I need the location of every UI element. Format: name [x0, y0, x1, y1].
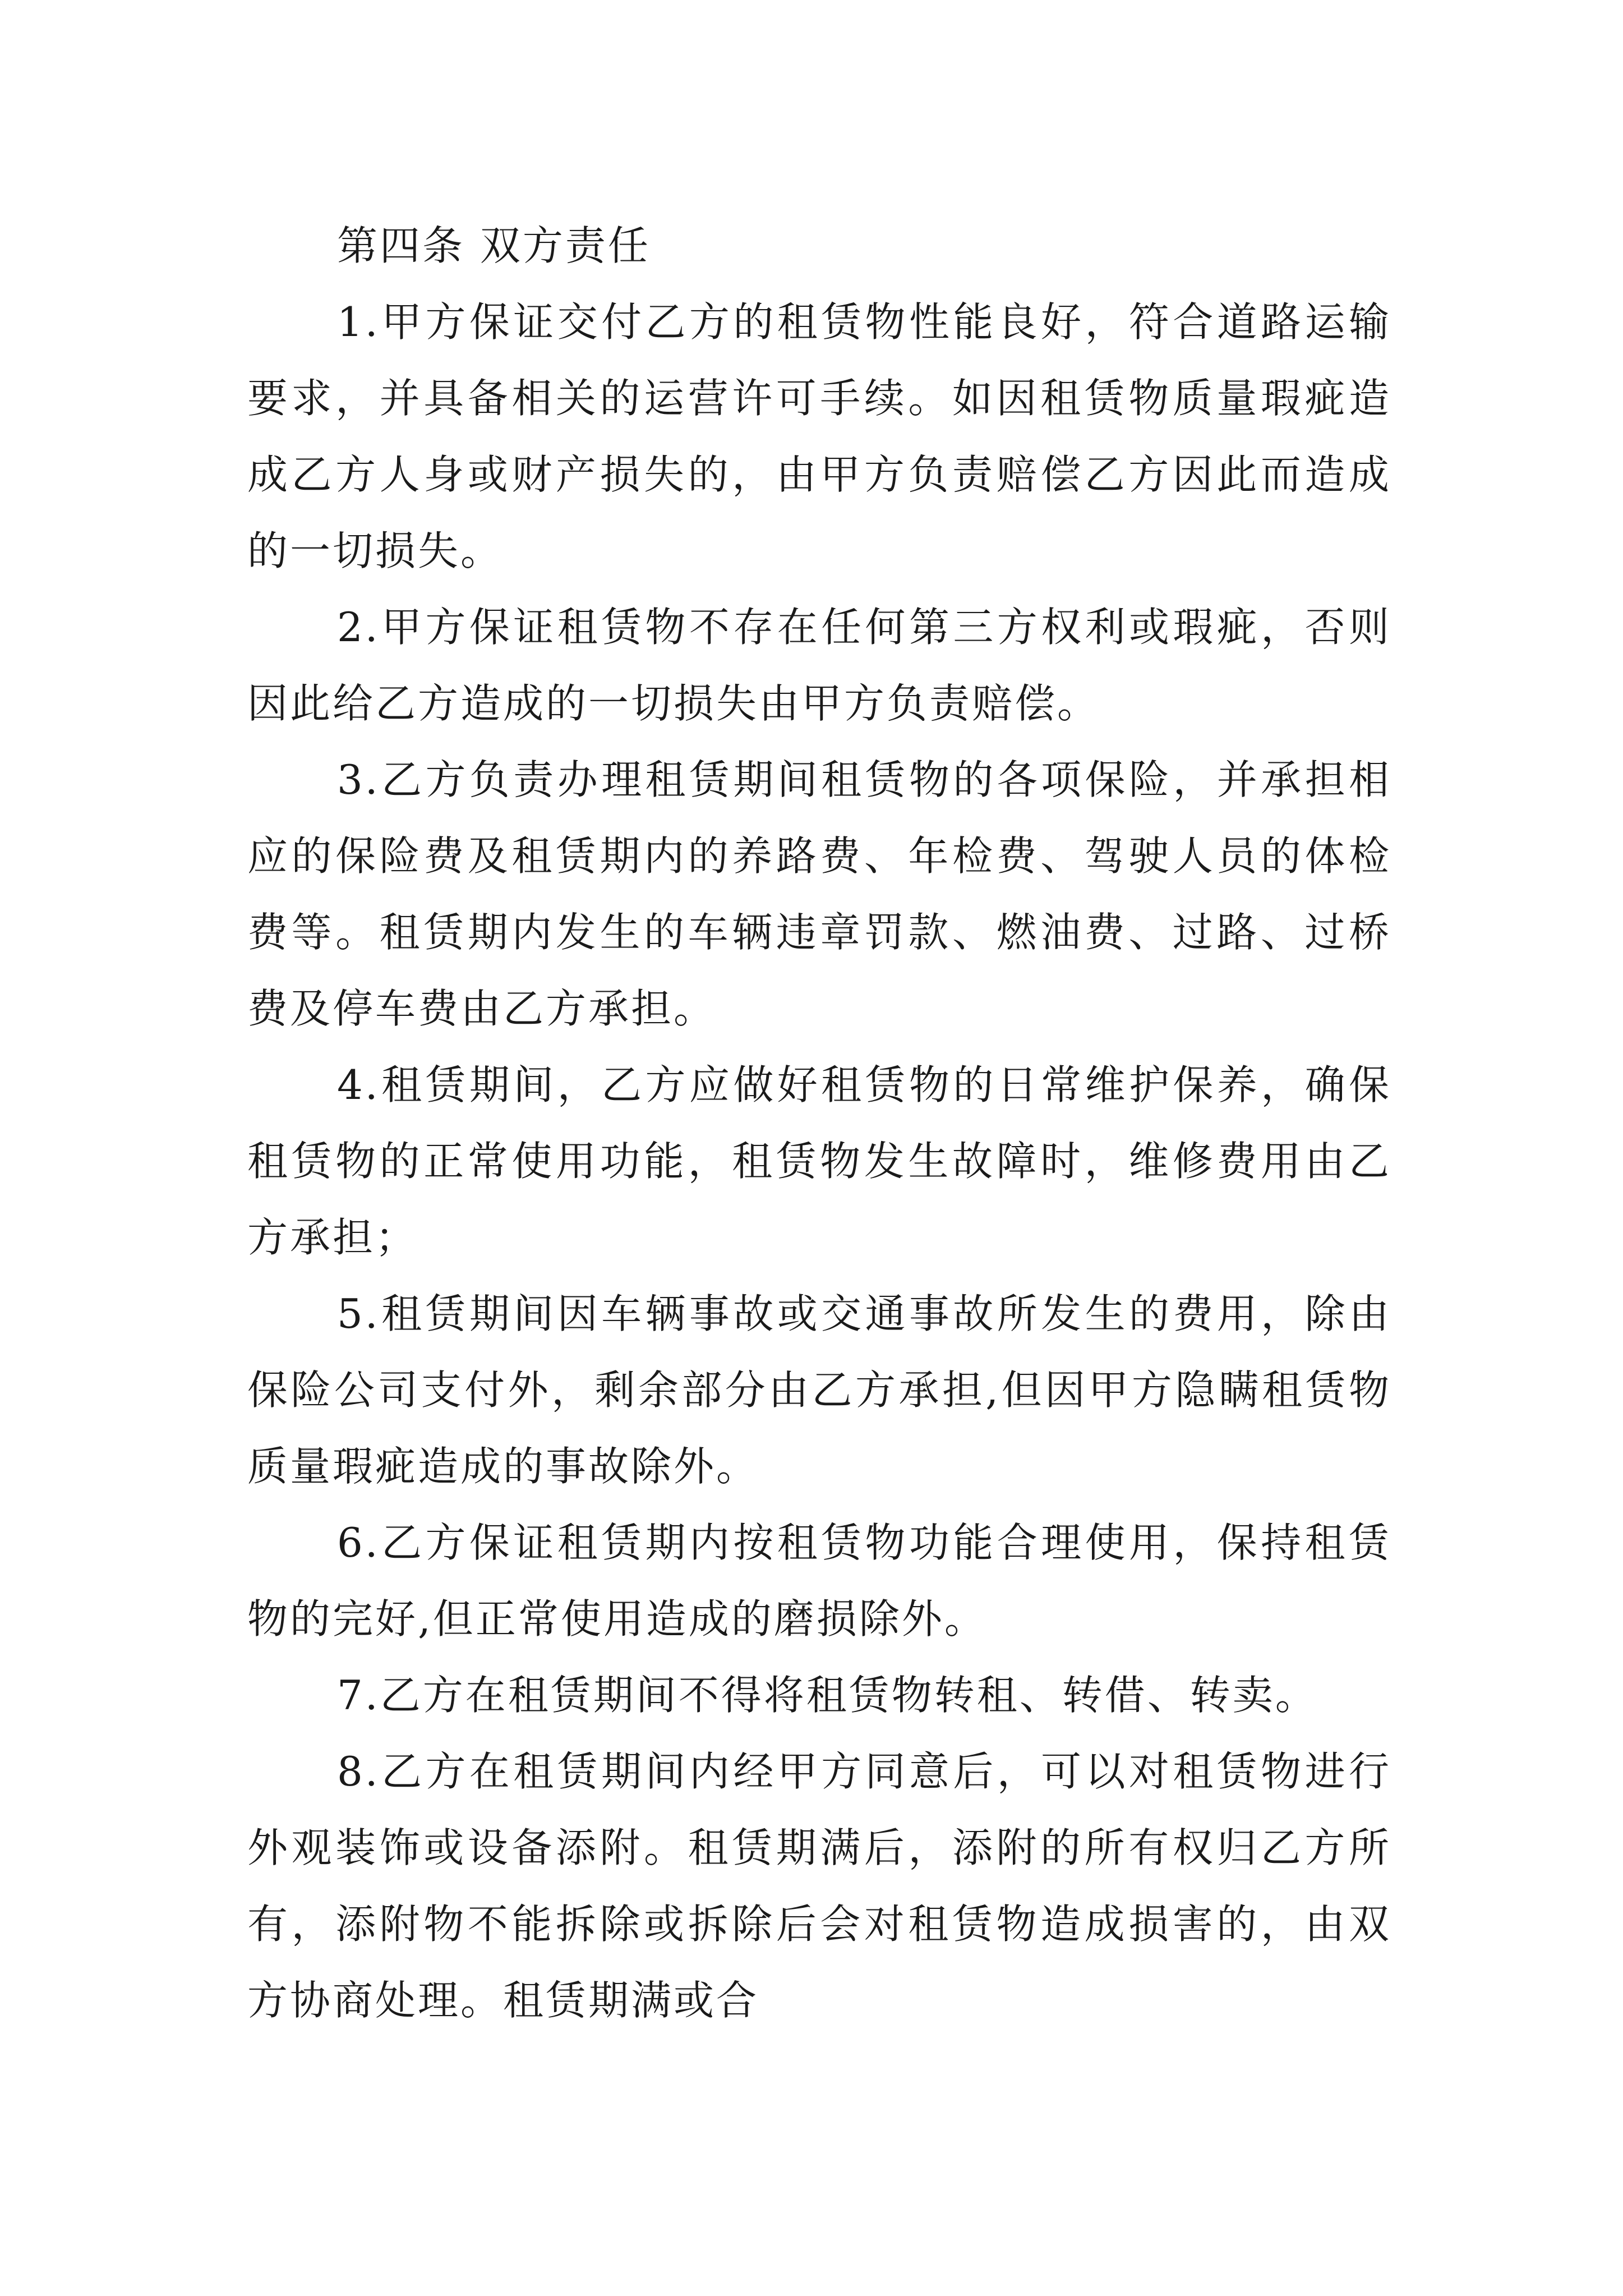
document-body [247, 208, 1391, 2039]
section-heading: 第四条 双方责任 [337, 222, 651, 269]
clause-5: 5.租赁期间因车辆事故或交通事故所发生的费用，除由保险公司支付外，剩余部分由乙方承担,但因甲方隐瞒租赁物质量瑕疵造成的事故除外。 [247, 1290, 1391, 1490]
clause-7: 7.乙方在租赁期间不得将租赁物转租、转借、转卖。 [337, 1672, 1318, 1719]
clause-2: 2.甲方保证租赁物不存在任何第三方权利或瑕疵，否则因此给乙方造成的一切损失由甲方负责赔偿。 [247, 604, 1391, 727]
clause-3: 3.乙方负责办理租赁期间租赁物的各项保险，并承担相应的保险费及租赁期内的养路费、年检费、驾驶人员的体检费等。租赁期内发生的车辆违章罚款、燃油费、过路、过桥费及停车费由乙方承担。 [247, 756, 1391, 1032]
clause-6: 6.乙方保证租赁期内按租赁物功能合理使用，保持租赁物的完好,但正常使用造成的磨损除外。 [247, 1519, 1391, 1642]
clause-1: 1.甲方保证交付乙方的租赁物性能良好，符合道路运输要求，并具备相关的运营许可手续。如因租赁物质量瑕疵造成乙方人身或财产损失的，由甲方负责赔偿乙方因此而造成的一切损失。 [247, 298, 1391, 574]
clause-4: 4.租赁期间，乙方应做好租赁物的日常维护保养，确保租赁物的正常使用功能，租赁物发生故障时，维修费用由乙方承担； [247, 1061, 1391, 1261]
clause-8: 8.乙方在租赁期间内经甲方同意后，可以对租赁物进行外观装饰或设备添附。租赁期满后，添附的所有权归乙方所有，添附物不能拆除或拆除后会对租赁物造成损害的，由双方协商处理。租赁期满或合 [247, 1748, 1391, 2024]
